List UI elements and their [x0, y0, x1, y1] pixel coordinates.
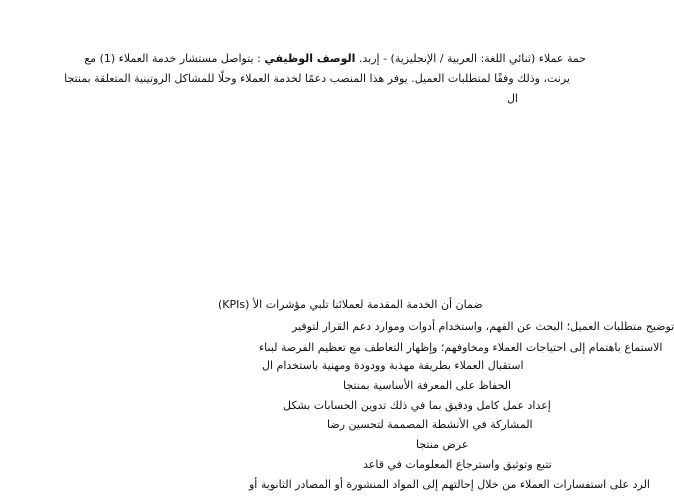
intro-line-2: يرنت، وذلك وفقًا لمتطلبات العميل. يوفر هذا المنصب دعمًا لخدمة العملاء وحلًا للمشاكل الروتينية المتعلقة بمنتجا — [64, 72, 570, 85]
list-item: المشاركة في الأنشطة المصممة لتحسين رضا — [327, 418, 533, 431]
list-item: الحفاظ على المعرفة الأساسية بمنتجا — [343, 379, 512, 392]
list-item: توضيح متطلبات العميل؛ البحث عن الفهم، واستخدام أدوات وموارد دعم القرار لتوفير — [292, 320, 674, 333]
intro-line-1-text-b: : يتواصل مستشار خدمة العملاء (1) مع — [84, 52, 265, 65]
list-item: الاستماع باهتمام إلى احتياجات العملاء ومخاوفهم؛ وإظهار التعاطف مع تعظيم الفرصة لبناء — [259, 341, 663, 354]
intro-line-1 — [84, 51, 586, 67]
intro-line-3: ال — [506, 92, 518, 105]
intro-line-1-text-a: حمة عملاء (ثنائي اللغة: العربية / الإنجليزية) - إربد. — [355, 52, 586, 65]
list-item: عرض منتجا — [416, 438, 469, 451]
list-item: الرد على استفسارات العملاء من خلال إحالتهم إلى المواد المنشورة أو المصادر الثانوية أو — [249, 478, 650, 491]
job-description-label: الوصف الوظيفي — [264, 52, 356, 65]
list-item: (KPIs) ضمان أن الخدمة المقدمة لعملائنا تلبي مؤشرات الأ — [218, 298, 483, 311]
list-item: إعداد عمل كامل ودقيق بما في ذلك تدوين الحسابات بشكل — [283, 399, 551, 412]
list-item: تتبع وتوثيق واسترجاع المعلومات في قاعد — [363, 458, 552, 471]
list-item: استقبال العملاء بطريقة مهذبة وودودة ومهنية باستخدام ال — [262, 359, 524, 372]
